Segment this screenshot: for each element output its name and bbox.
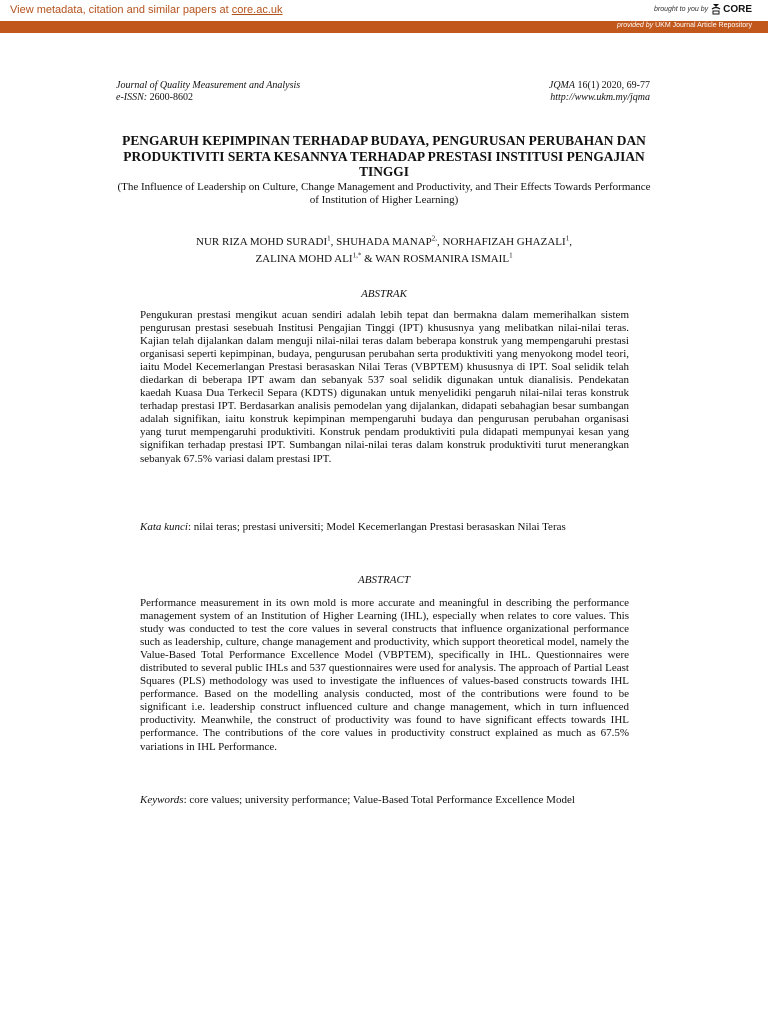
abstract-keywords-label: Keywords (140, 794, 184, 806)
core-metadata-text (10, 4, 283, 16)
author-affiliation: 1,* (352, 251, 362, 260)
author (255, 253, 375, 265)
journal-name: Journal of Quality Measurement and Analysis (116, 80, 301, 91)
core-banner (0, 0, 768, 21)
abstrak-heading: ABSTRAK (361, 288, 407, 300)
author-name: NUR RIZA MOHD SURADI (196, 235, 328, 248)
journal-header-left (116, 80, 300, 104)
core-logo[interactable] (711, 3, 752, 15)
provided-by-label: provided by (616, 22, 654, 29)
journal-issn (116, 92, 300, 104)
author-affiliation: 2, (431, 234, 438, 242)
journal-issue-line (549, 80, 650, 92)
abstract-keywords-text: : core values; university performance; Value-Based Total Performance Excellence Model (183, 794, 575, 806)
core-metadata-prefix: View metadata, citation and similar papers at (10, 4, 232, 16)
journal-url[interactable]: http://www.ukm.my/jqma (550, 92, 650, 103)
author (196, 236, 336, 248)
author-name: WAN ROSMANIRA ISMAIL (375, 253, 510, 266)
author (336, 236, 442, 248)
abstrak-keywords-label: Kata kunci (140, 521, 188, 533)
author-name: NORHAFIZAH GHAZALI (442, 235, 566, 248)
journal-header-right (549, 80, 650, 104)
provided-by-text[interactable] (617, 22, 752, 29)
author-list (116, 231, 652, 266)
core-logo-text: CORE (723, 3, 752, 15)
author-affiliation: 1 (509, 251, 513, 260)
article-subtitle: (The Influence of Leadership on Culture, Change Management and Productivity, and Their Effects Towards Performance of Institution of Higher Learning) (117, 181, 651, 206)
author (375, 253, 512, 265)
brought-to-you-text: brought to you by (654, 5, 709, 13)
provided-by-bar (0, 21, 768, 33)
abstract-keywords (140, 794, 629, 807)
author-separator: & (361, 253, 376, 266)
core-logo-icon (711, 3, 721, 15)
abstrak-keywords-text: : nilai teras; prestasi universiti; Model Kecemerlangan Prestasi berasaskan Nilai Teras (187, 521, 566, 533)
author (443, 236, 572, 248)
author-affiliation: 1 (565, 234, 570, 242)
provided-by-source: UKM Journal Article Repository (655, 22, 752, 29)
abstract-body: Performance measurement in its own mold is more accurate and meaningful in describing the performance management system of an Institution of Higher Learning (IHL), especially when relates to core values. This study was conducted to test the core values in several constructs that influence organizational performance such as leadership, culture, change management and productivity, which support theoretical model, namely the Value-Based Total Performance Excellence Model (VBPTEM), specifically in IHL. Questionnaires were distributed to several public IHLs and 537 questionnaires were used for analysis. The approach of Partial Least Squares (PLS) methodology was used to investigate the influences of values-based constructs towards IHL performance. Based on the modelling analysis conducted, most of the contributions were found to be significant i.e. leadership construct influenced culture and change management, which in turn influenced productivity. Meanwhile, the construct of productivity was found to have significant effects towards IHL performance. The contributions of the core values in productivity construct explained as much as 67.5% variations in IHL Performance. (140, 597, 629, 753)
journal-abbrev: JQMA (548, 80, 575, 91)
abstrak-body: Pengukuran prestasi mengikut acuan sendiri adalah lebih tepat dan bermakna dalam memerihalkan sistem pengurusan prestasi sesebuah Institusi Pengajian Tinggi (IPT) khususnya yang melibatkan nilai-nilai teras. Kajian telah dijalankan dalam menguji nilai-nilai teras dalam beberapa konstruk yang mempengaruhi prestasi organisasi seperti kepimpinan, budaya, pengurusan perubahan serta produktiviti yang menyokong model teori, iaitu Model Kecemerlangan Prestasi berasaskan Nilai Teras (VBPTEM) khususnya di IPT. Soal selidik telah diedarkan di beberapa IPT awam dan sebanyak 537 soal selidik digunakan untuk dianalisis. Pendekatan kaedah Kuasa Dua Terkecil Separa (KDTS) digunakan untuk menyelidiki pengaruh nilai-nilai teras konstruk terhadap prestasi IPT. Berdasarkan analisis pemodelan yang dijalankan, didapati sebahagian besar sumbangan adalah signifikan, iaitu konstruk kepimpinan mempengaruhi budaya dan pengurusan perubahan organisasi yang turut mempengaruhi produktiviti. Konstruk pendam produktiviti pula didapati mempunyai kesan yang signifikan terhadap prestasi IPT. Sumbangan nilai-nilai teras dalam konstruk produktiviti turut menerangkan sebanyak 67.5% variasi dalam prestasi IPT. (140, 309, 629, 465)
article-title: PENGARUH KEPIMPINAN TERHADAP BUDAYA, PENGURUSAN PERUBAHAN DAN PRODUKTIVITI SERTA KESANNYA TERHADAP PRESTASI INSTITUSI PENGAJIAN TINGGI (122, 133, 646, 179)
author-separator: , (437, 235, 443, 248)
author-separator: , (330, 235, 337, 248)
author-name: ZALINA MOHD ALI (255, 253, 353, 266)
author-affiliation: 1 (327, 234, 331, 242)
issn-label: e-ISSN: (116, 92, 148, 103)
abstrak-keywords (140, 521, 629, 534)
author-separator: , (569, 235, 572, 248)
abstract-heading: ABSTRACT (358, 574, 410, 586)
journal-issue: 16(1) 2020, 69-77 (577, 80, 650, 91)
issn-value: 2600-8602 (149, 92, 193, 103)
core-brought-by (654, 3, 752, 15)
core-link[interactable]: core.ac.uk (231, 4, 283, 16)
author-name: SHUHADA MANAP (336, 235, 432, 248)
